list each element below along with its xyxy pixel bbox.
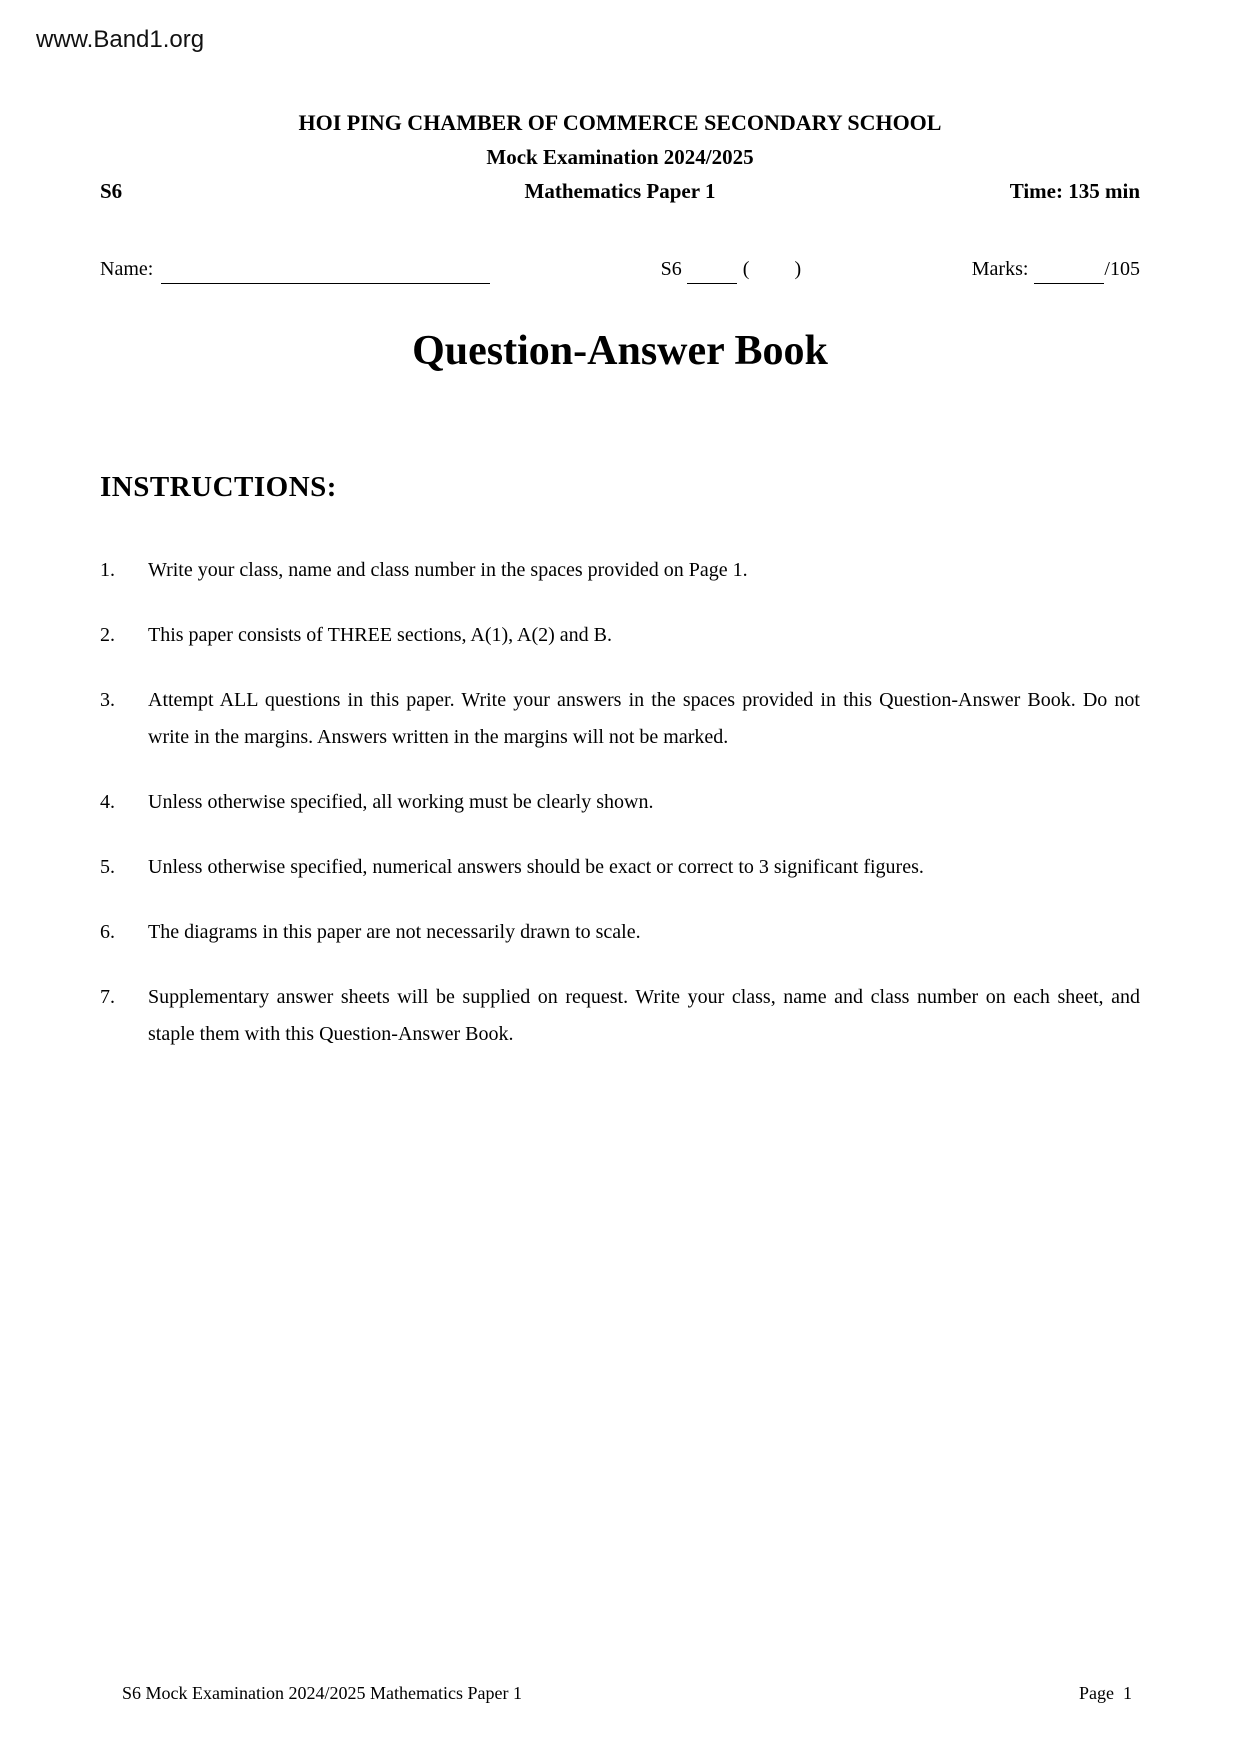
marks-blank-line: [1034, 259, 1104, 284]
instruction-number: 7.: [100, 986, 115, 1008]
instruction-item: [100, 914, 1140, 951]
instruction-text: Supplementary answer sheets will be supplied on request. Write your class, name and class number on each sheet, and staple them with this Question-Answer Book.: [148, 986, 1140, 1045]
class-field-group: [661, 254, 801, 284]
instructions-heading: INSTRUCTIONS:: [100, 471, 337, 503]
page-content: [100, 0, 1140, 1081]
page-footer: [122, 1682, 1132, 1704]
instruction-number: 5.: [100, 856, 115, 878]
class-level: S6: [100, 179, 123, 203]
class-blank-line: [687, 259, 737, 284]
subject-name: Mathematics Paper 1: [524, 179, 716, 203]
time-allowed: Time: 135 min: [1009, 179, 1140, 203]
name-field-group: [100, 254, 490, 284]
instruction-item: [100, 784, 1140, 821]
marks-label: Marks:: [971, 258, 1029, 280]
marks-total: /105: [1104, 258, 1140, 280]
class-number-open-paren: (: [742, 258, 750, 280]
instruction-text: Unless otherwise specified, numerical answers should be exact or correct to 3 significant figures.: [148, 856, 924, 878]
watermark-url: www.Band1.org: [36, 26, 205, 53]
instruction-text: This paper consists of THREE sections, A(1), A(2) and B.: [148, 624, 613, 646]
name-blank-line: [161, 259, 490, 284]
instruction-item: [100, 682, 1140, 756]
instruction-text: Attempt ALL questions in this paper. Write your answers in the spaces provided in this Question-Answer Book. Do not write in the margins. Answers written in the margins will not be marked.: [148, 689, 1140, 748]
marks-field-group: [972, 254, 1140, 284]
instruction-text: Write your class, name and class number in the spaces provided on Page 1.: [148, 559, 748, 581]
instruction-item: [100, 617, 1140, 654]
instruction-item: [100, 979, 1140, 1053]
instruction-text: Unless otherwise specified, all working must be clearly shown.: [148, 791, 654, 813]
instructions-list: [100, 552, 1140, 1053]
school-name: HOI PING CHAMBER OF COMMERCE SECONDARY SCHOOL: [298, 110, 942, 135]
candidate-info-row: [100, 254, 1140, 284]
instruction-item: [100, 849, 1140, 886]
footer-page-number: Page 1: [1079, 1683, 1132, 1703]
name-label: Name:: [100, 258, 154, 280]
instruction-number: 3.: [100, 689, 115, 711]
class-label: S6: [660, 258, 682, 280]
document-title: Question-Answer Book: [412, 328, 828, 374]
subject-row: [100, 179, 1140, 204]
instruction-number: 1.: [100, 559, 115, 581]
instruction-text: The diagrams in this paper are not necessarily drawn to scale.: [148, 921, 641, 943]
instruction-item: [100, 552, 1140, 589]
instruction-number: 6.: [100, 921, 115, 943]
footer-exam-info: S6 Mock Examination 2024/2025 Mathematics Paper 1: [122, 1683, 522, 1703]
instruction-number: 4.: [100, 791, 115, 813]
class-number-close-paren: ): [794, 258, 802, 280]
instruction-number: 2.: [100, 624, 115, 646]
exam-title: Mock Examination 2024/2025: [486, 145, 754, 169]
